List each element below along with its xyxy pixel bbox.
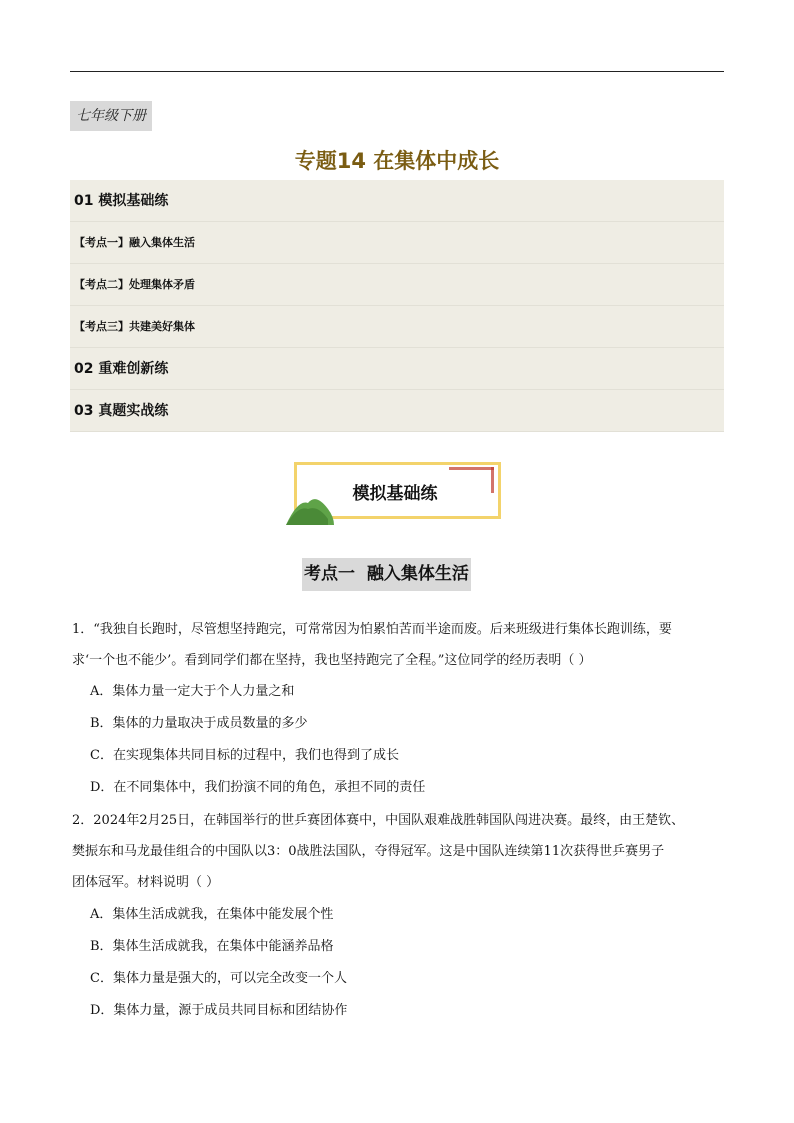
question-2-line-3: 团体冠军。材料说明（ ） bbox=[72, 875, 220, 890]
question-2-line-1: 2．2024年2月25日，在韩国举行的世乒赛团体赛中，中国队艰难战胜韩国队闯进决赛。最终，由王楚钦、 bbox=[72, 813, 685, 828]
question-1-option-a[interactable]: A．集体力量一定大于个人力量之和 bbox=[90, 684, 295, 699]
question-2-option-b[interactable]: B．集体生活成就我，在集体中能涵养品格 bbox=[90, 939, 334, 954]
toc-item-point-1[interactable]: 【考点一】融入集体生活 bbox=[70, 222, 724, 264]
question-1-line-2: 求‘一个也不能少’。看到同学们都在坚持，我也坚持跑完了全程。”这位同学的经历表明（ ） bbox=[72, 653, 592, 668]
toc-item-point-2[interactable]: 【考点二】处理集体矛盾 bbox=[70, 264, 724, 306]
section-heading: 考点一 融入集体生活 bbox=[302, 558, 471, 591]
grade-tag: 七年级下册 bbox=[70, 101, 152, 131]
toc-item-basic[interactable]: 01 模拟基础练 bbox=[70, 180, 724, 222]
page-title: 专题14 在集体中成长 bbox=[294, 149, 500, 173]
table-of-contents bbox=[70, 180, 724, 432]
question-1-option-b[interactable]: B．集体的力量取决于成员数量的多少 bbox=[90, 716, 308, 731]
question-2-line-2: 樊振东和马龙最佳组合的中国队以3：0战胜法国队，夺得冠军。这是中国队连续第11次获得世乒赛男子 bbox=[72, 844, 665, 859]
question-1-line-1: 1．“我独自长跑时，尽管想坚持跑完，可常常因为怕累怕苦而半途而废。后来班级进行集体长跑训练，要 bbox=[72, 622, 672, 637]
toc-item-real-exam[interactable]: 03 真题实战练 bbox=[70, 390, 724, 432]
question-1-option-d[interactable]: D．在不同集体中，我们扮演不同的角色，承担不同的责任 bbox=[90, 780, 426, 795]
header-rule bbox=[70, 71, 724, 72]
section-banner bbox=[284, 459, 506, 529]
toc-item-advanced[interactable]: 02 重难创新练 bbox=[70, 348, 724, 390]
question-1-option-c[interactable]: C．在实现集体共同目标的过程中，我们也得到了成长 bbox=[90, 748, 399, 763]
question-2-option-c[interactable]: C．集体力量是强大的，可以完全改变一个人 bbox=[90, 971, 347, 986]
toc-item-point-3[interactable]: 【考点三】共建美好集体 bbox=[70, 306, 724, 348]
question-2-option-d[interactable]: D．集体力量，源于成员共同目标和团结协作 bbox=[90, 1003, 348, 1018]
banner-label: 模拟基础练 bbox=[352, 484, 438, 504]
question-2-option-a[interactable]: A．集体生活成就我，在集体中能发展个性 bbox=[90, 907, 334, 922]
